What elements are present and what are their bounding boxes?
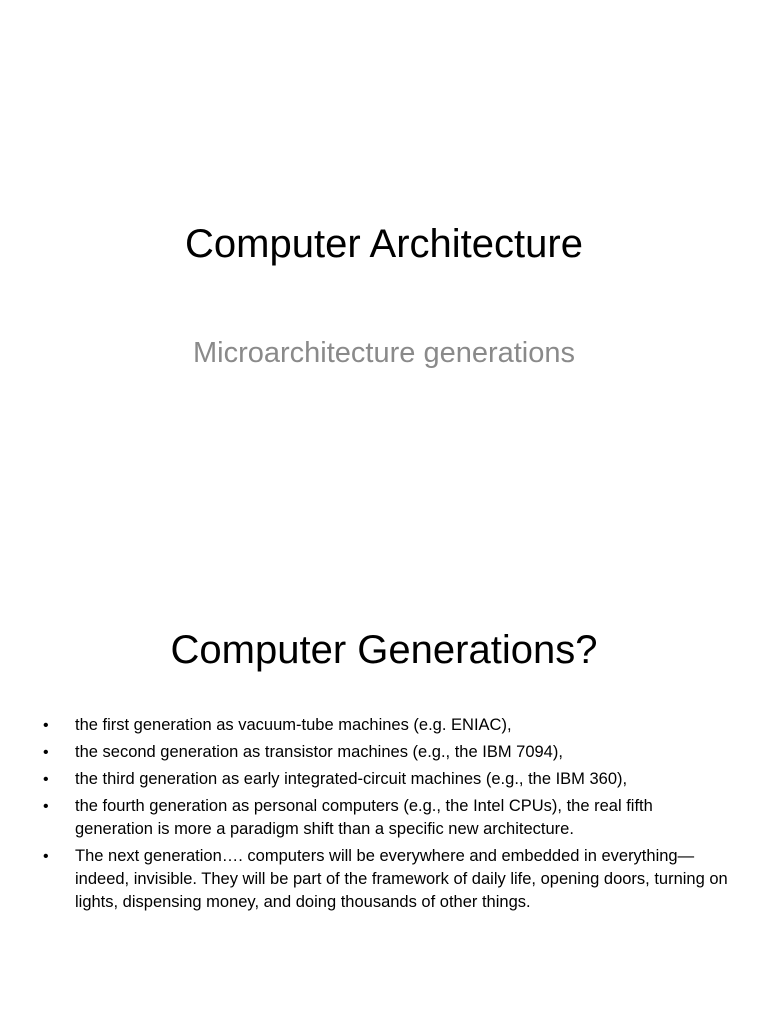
slide-subtitle: Microarchitecture generations <box>192 337 575 369</box>
content-slide <box>0 512 768 1024</box>
slide-title: Computer Generations? <box>170 628 598 672</box>
bullet-icon: • <box>43 771 49 788</box>
bullet-icon: • <box>43 717 49 734</box>
list-item <box>38 714 728 737</box>
bullet-text: the second generation as transistor machines (e.g., the IBM 7094), <box>75 743 563 761</box>
bullet-text: the first generation as vacuum-tube machines (e.g. ENIAC), <box>75 716 512 734</box>
bullet-icon: • <box>43 798 49 815</box>
list-item <box>38 795 728 841</box>
bullet-text: the third generation as early integrated-circuit machines (e.g., the IBM 360), <box>75 770 628 788</box>
list-item <box>38 845 728 914</box>
list-item <box>38 768 728 791</box>
bullet-text: The next generation…. computers will be everywhere and embedded in everything—indeed, invisible. They will be part of the framework of daily life, opening doors, turning on lights, dispensing money, and doing thousands of other things. <box>75 847 728 911</box>
bullet-icon: • <box>43 744 49 761</box>
list-item <box>38 741 728 764</box>
bullet-text: the fourth generation as personal computers (e.g., the Intel CPUs), the real fifth generation is more a paradigm shift than a specific new architecture. <box>75 797 653 838</box>
bullet-icon: • <box>43 848 49 865</box>
slide-title: Computer Architecture <box>185 222 583 266</box>
bullet-list <box>38 714 728 918</box>
